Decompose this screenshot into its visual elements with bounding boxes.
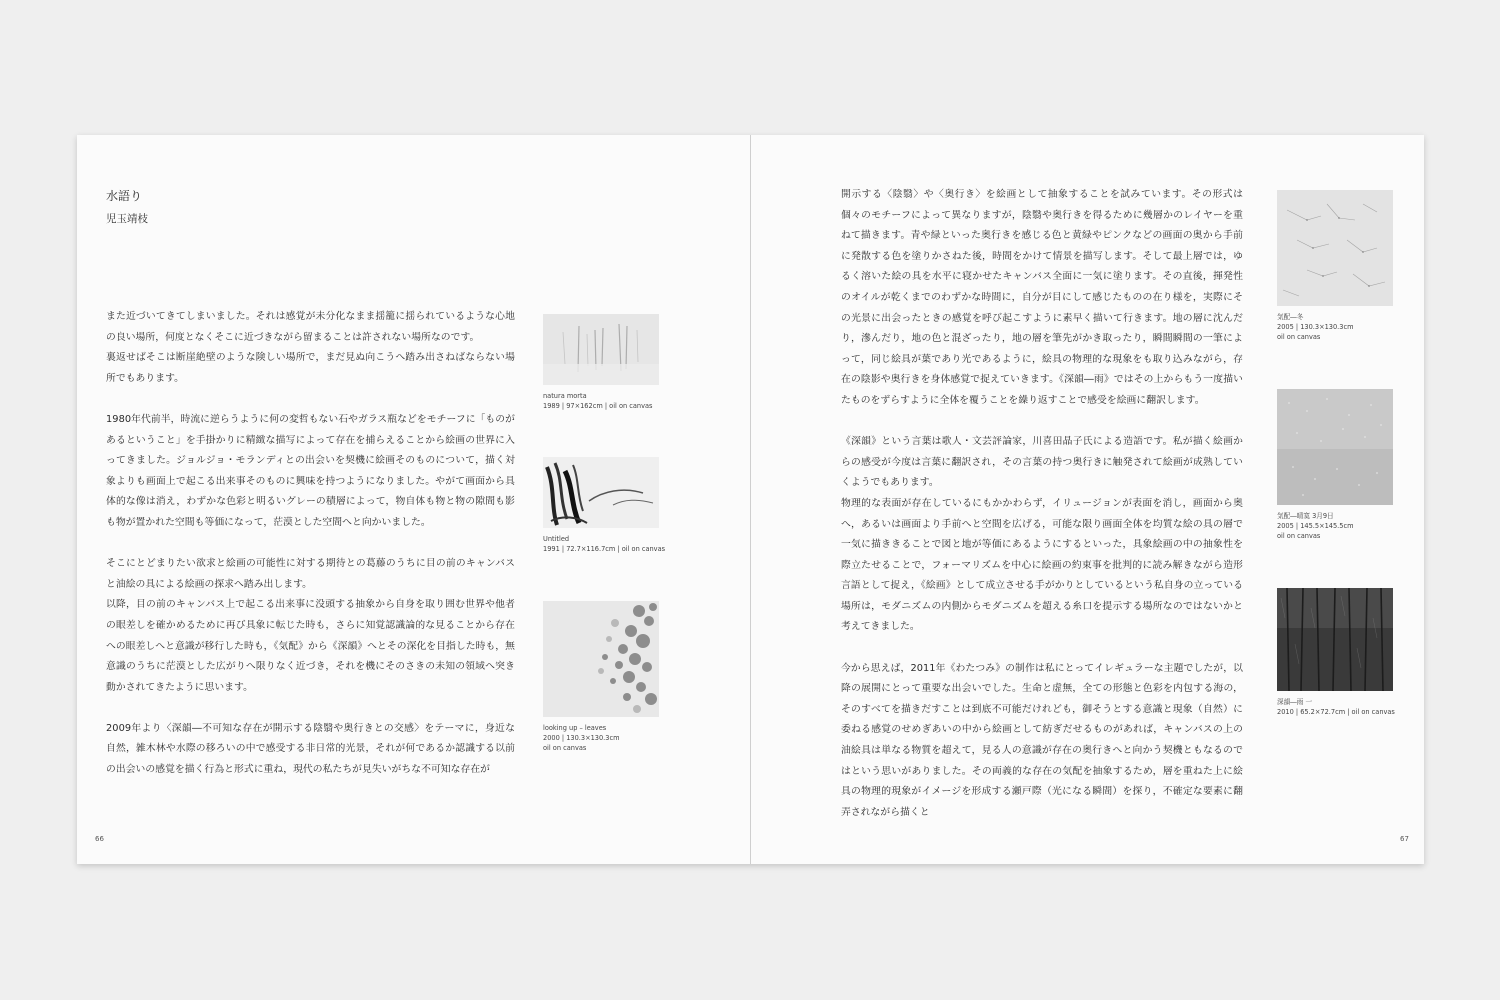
snowfall-painting-icon bbox=[1277, 389, 1393, 505]
winter-branches-icon bbox=[1277, 190, 1393, 306]
painting-thumbnail bbox=[543, 314, 659, 385]
figure-caption: natura morta 1989 | 97×162cm | oil on canvas bbox=[543, 392, 653, 410]
figure-caption: 気配―冬 2005 | 130.3×130.3cm oil on canvas bbox=[1277, 313, 1354, 341]
paragraph: また近づいてきてしまいました。それは感覚が未分化なまま揺籠に揺られているような心地の良い場所，何度となくそこに近づきながら留まることは許されない場所なのです。 bbox=[106, 311, 515, 343]
essay-header bbox=[106, 187, 148, 227]
left-page bbox=[77, 135, 750, 864]
paragraph: 開示する〈陰翳〉や〈奥行き〉を絵画として抽象することを試みています。その形式は個々のモチーフによって異なりますが，陰翳や奥行きを得るために幾層かのレイヤーを重ねて描きます。青や緑といった奥行きを感じる色と黄緑やピンクなどの画面の奥から手前に発散する色を塗りかさねた後，時間をかけて情景を描写します。そして最上層では，ゆるく溶いた絵の具を水平に寝かせたキャンバス全面に一気に塗ります。その直後，揮発性のオイルが乾くまでのわずかな時間に，自分が目にして感じたものの在り様を，実際にその光景に出会ったときの感覚を呼び起こすように素早く描いて行きます。地の層に沈んだり，滲んだり，地の色と混ざったり，地の層を筆先がかき取ったり，瞬間瞬間の一筆によって，同じ絵具が葉であり光であるように，絵具の物理的な現象をも取り込みながら，存在の陰影や奥行きを身体感覚で捉えていきます。《深韻―雨》ではその上からもう一度描いたものをずらすように全体を覆うことを繰り返すことで感受を絵画に翻訳します。 bbox=[841, 189, 1243, 406]
paragraph: そこにとどまりたい欲求と絵画の可能性に対する期待との葛藤のうちに目の前のキャンバスと油絵の具による絵画の探求へ踏み出します。 bbox=[106, 558, 515, 590]
figure-kehai-fuyu bbox=[1277, 190, 1393, 342]
figure-shinin-ame bbox=[1277, 588, 1395, 717]
page-number: 66 bbox=[95, 835, 104, 843]
abstract-brushstroke-icon bbox=[543, 457, 659, 528]
figure-caption: looking up – leaves 2000 | 130.3×130.3cm oil on canvas bbox=[543, 724, 620, 752]
figure-untitled bbox=[543, 457, 665, 554]
right-page bbox=[751, 135, 1424, 864]
painting-thumbnail bbox=[543, 457, 659, 528]
figure-caption: 気配―晴寞 3月9日 2005 | 145.5×145.5cm oil on canvas bbox=[1277, 512, 1354, 540]
paragraph: 今から思えば，2011年《わたつみ》の制作は私にとってイレギュラーな主題でしたが，以降の展開にとって重要な出会いでした。生命と虚無，全ての形態と色彩を内包する海の，そのすべてを描きだすことは到底不可能だけれども，御そうとする意識と現象（自然）に委ねる感覚のせめぎあいの中から絵画として紡ぎだせるものがあれば，キャンバスの上の油絵具は単なる物質を超えて，見る人の意識が存在の奥行きへと向かう契機ともなるのではという思いがありました。その両義的な存在の気配を抽象するため，層を重ねた上に絵具の物理的現象がイメージを形成する瀬戸際（光になる瞬間）を探り，不確定な要素に翻弄されながら描くと bbox=[841, 662, 1243, 818]
trees-sketch-icon bbox=[543, 314, 659, 385]
figure-caption: Untitled 1991 | 72.7×116.7cm | oil on canvas bbox=[543, 535, 666, 553]
paragraph: 裏返せばそこは断崖絶壁のような険しい場所で，まだ見ぬ向こうへ踏み出さねばならない場所でもあります。 bbox=[106, 352, 515, 384]
painting-thumbnail bbox=[1277, 588, 1393, 691]
paragraph: 《深韻》という言葉は歌人・文芸評論家，川喜田晶子氏による造語です。私が描く絵画からの感受が今度は言葉に翻訳され，その言葉の持つ奥行きに触発されて絵画が成熟していくようでもあります。 bbox=[841, 436, 1243, 489]
figure-natura-morta bbox=[543, 314, 659, 411]
leaves-painting-icon bbox=[543, 601, 659, 717]
paragraph: 2009年より〈深韻―不可知な存在が開示する陰翳や奥行きとの交感〉をテーマに，身近な自然，雑木林や水際の移ろいの中で感受する非日常的光景，それが何であるか認識する以前の出会いの感覚を描く行為と形式に重ね，現代の私たちが見失いがちな不可知な存在が bbox=[106, 722, 515, 776]
paragraph: 1980年代前半，時流に逆らうように何の変哲もない石やガラス瓶などをモチーフに「ものがあるということ」を手掛かりに精緻な描写によって存在を捕らえることから絵画の世界に入ってきました。ジョルジョ・モランディとの出会いを契機に絵画そのものについて，描く対象よりも画面上で起こる出来事そのものに興味を持つようになりました。やがて画面から具体的な像は消え，わずかな色彩と明るいグレーの積層によって，物自体も物と物の隙間も影も物が置かれた空間も等価になって，茫漠とした空間へと向かいました。 bbox=[106, 413, 515, 528]
rain-woods-icon bbox=[1277, 588, 1393, 691]
painting-thumbnail bbox=[1277, 389, 1393, 505]
paragraph: 物理的な表面が存在しているにもかかわらず，イリュージョンが表面を消し，画面から奥へ，あるいは画面より手前へと空間を広げる，可能な限り画面全体を均質な絵の具の層で一気に描ききることで図と地が等価にあるようにするといった，具象絵画の中の抽象性を際立たせることで，フォーマリズムを中心に絵画の約束事を批判的に読み解きながら造形言語として捉え，《絵画》として成立させる手がかりとしているという私自身の立っている場所は，モダニズムの内側からモダニズムを超える糸口を提示する場所なのではないかと考えてきました。 bbox=[841, 497, 1243, 633]
painting-thumbnail bbox=[543, 601, 659, 717]
figure-looking-up-leaves bbox=[543, 601, 659, 753]
paragraph: 以降，目の前のキャンバス上で起こる出来事に没頭する抽象から自身を取り囲む世界や他者の眼差しを確かめるために再び具象に転じた時も，さらに知覚認識論的な見ることから存在への眼差しへと意識が移行した時も，《気配》から《深韻》へとその深化を目指した時も，無意識のうちに茫漠とした広がりへ限りなく近づき，それを機にそのさきの未知の領域へ突き動かされてきたように思います。 bbox=[106, 599, 515, 693]
page-number: 67 bbox=[1400, 835, 1409, 843]
right-body-text bbox=[841, 185, 1243, 823]
figure-caption: 深韻―雨 一 2010 | 65.2×72.7cm | oil on canvas bbox=[1277, 698, 1395, 716]
figure-kehai-seibaku bbox=[1277, 389, 1393, 541]
author-name: 児玉靖枝 bbox=[106, 213, 148, 225]
left-body-text bbox=[106, 307, 515, 781]
painting-thumbnail bbox=[1277, 190, 1393, 306]
essay-title: 水語り bbox=[106, 189, 143, 203]
book-spread bbox=[77, 135, 1424, 864]
